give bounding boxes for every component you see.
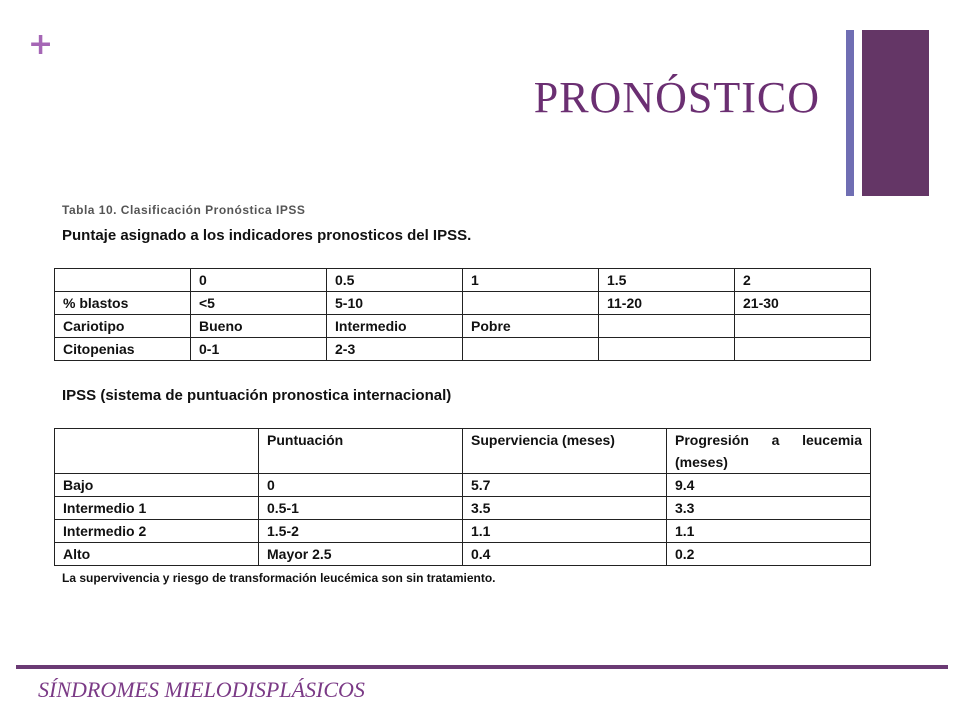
table-row (55, 292, 871, 315)
table-cell: Mayor 2.5 (259, 543, 463, 566)
footer-title: SÍNDROMES MIELODISPLÁSICOS (38, 677, 365, 702)
table-cell: 0 (259, 474, 463, 497)
footer-divider (16, 665, 948, 669)
header-cell: 0 (191, 269, 327, 292)
header-cell: 1 (463, 269, 599, 292)
table-row (55, 474, 871, 497)
table-cell: 3.3 (667, 497, 871, 520)
table-cell (599, 315, 735, 338)
header-cell (55, 269, 191, 292)
header-cell: 1.5 (599, 269, 735, 292)
table-cell: Intermedio 1 (55, 497, 259, 520)
table-cell: 1.1 (463, 520, 667, 543)
table-row (55, 543, 871, 566)
header-cell: Progresión a leucemia (meses) (667, 429, 871, 474)
table-cell: Alto (55, 543, 259, 566)
table-cell: Cariotipo (55, 315, 191, 338)
table-cell: Intermedio 2 (55, 520, 259, 543)
table-cell: 0.2 (667, 543, 871, 566)
table-header-row (55, 429, 871, 474)
table-row (55, 497, 871, 520)
table-row (55, 520, 871, 543)
ipss-score-table (54, 268, 871, 361)
table-row (55, 315, 871, 338)
table-footnote: La supervivencia y riesgo de transformación leucémica son sin tratamiento. (62, 571, 496, 585)
table-cell: 0.5-1 (259, 497, 463, 520)
table-cell: Citopenias (55, 338, 191, 361)
table-cell: 21-30 (735, 292, 871, 315)
table-cell: 5.7 (463, 474, 667, 497)
table-cell: 3.5 (463, 497, 667, 520)
table-cell: Pobre (463, 315, 599, 338)
header-cell (55, 429, 259, 474)
slide-title: PRONÓSTICO (533, 73, 820, 122)
table-cell: 1.5-2 (259, 520, 463, 543)
table-cell: 0.4 (463, 543, 667, 566)
table-header-row (55, 269, 871, 292)
header-cell: 2 (735, 269, 871, 292)
table-cell (463, 338, 599, 361)
cut-off-heading (62, 203, 372, 217)
table-cell (735, 315, 871, 338)
table-cell: 5-10 (327, 292, 463, 315)
table-cell: Bueno (191, 315, 327, 338)
header-cell: 0.5 (327, 269, 463, 292)
table-cell: 0-1 (191, 338, 327, 361)
table-cell: 9.4 (667, 474, 871, 497)
ipss-risk-table (54, 428, 871, 566)
scanned-table-image (50, 205, 875, 590)
cut-off-heading-text: Tabla 10. Clasificación Pronóstica IPSS (62, 203, 306, 217)
plus-mark: + (28, 27, 54, 62)
table-cell: % blastos (55, 292, 191, 315)
table-cell: 11-20 (599, 292, 735, 315)
table-cell (599, 338, 735, 361)
table-cell: <5 (191, 292, 327, 315)
table-cell: Intermedio (327, 315, 463, 338)
table2-caption: IPSS (sistema de puntuación pronostica internacional) (62, 387, 452, 404)
table-cell: Bajo (55, 474, 259, 497)
accent-bar-thin (846, 30, 854, 196)
table1-caption: Puntaje asignado a los indicadores pronosticos del IPSS. (62, 227, 472, 244)
table-cell (735, 338, 871, 361)
table-cell: 1.1 (667, 520, 871, 543)
header-cell: Superviencia (meses) (463, 429, 667, 474)
table-cell (463, 292, 599, 315)
table-cell: 2-3 (327, 338, 463, 361)
accent-bar-thick (862, 30, 929, 196)
table-row (55, 338, 871, 361)
header-cell: Puntuación (259, 429, 463, 474)
